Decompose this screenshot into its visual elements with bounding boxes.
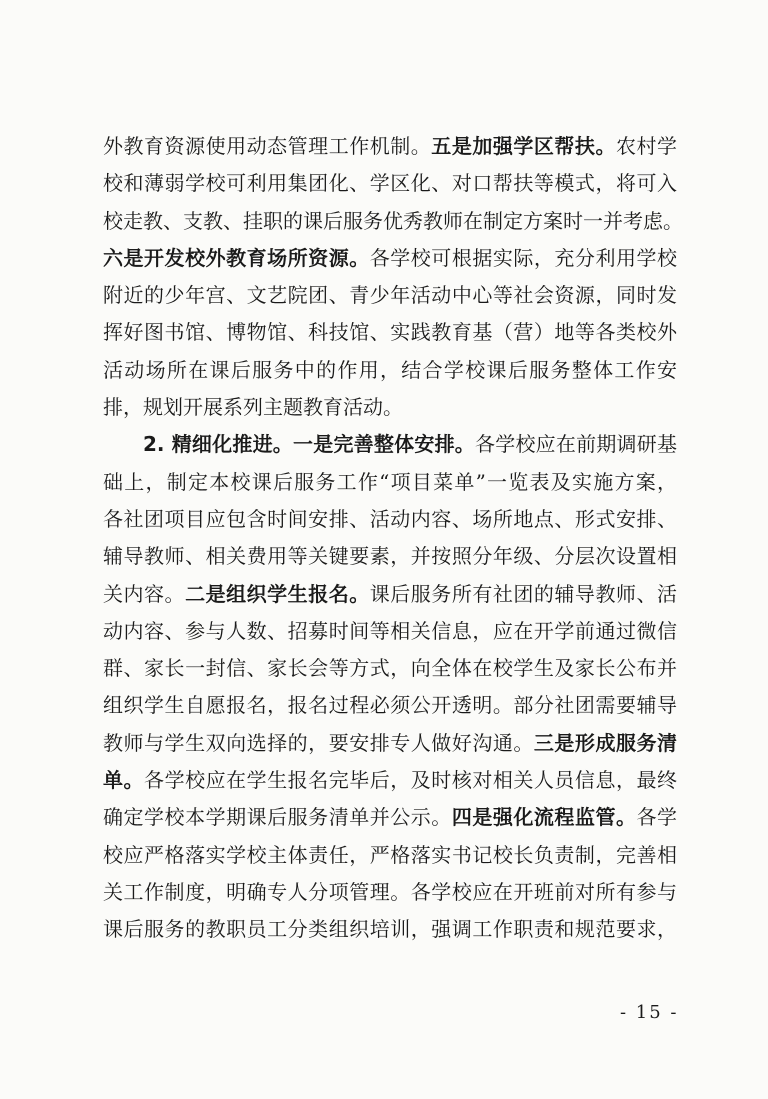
text-line (103, 576, 677, 613)
bold-heading-text: 二是组织学生报名。 (185, 581, 370, 606)
body-text-span: 校应严格落实学校主体责任，严格落实书记校长负责制，完善相 (103, 842, 677, 867)
text-line (103, 464, 677, 501)
body-text-span: 农村学 (615, 134, 678, 158)
bold-heading-text: 三是形成服务清 (533, 730, 678, 755)
body-text-span: 活动场所在课后服务中的作用，结合学校课后服务整体工作安 (103, 357, 677, 382)
text-line (103, 650, 677, 687)
body-text-span: 关内容。 (103, 581, 186, 606)
text-line (103, 426, 677, 463)
text-line (103, 277, 677, 314)
text-line (103, 165, 677, 202)
body-text-span: 校和薄弱学校可利用集团化、学区化、对口帮扶等模式，将可入 (103, 171, 677, 196)
body-text-span: 群、家长一封信、家长会等方式，向全体在校学生及家长公布并 (103, 656, 677, 681)
text-line (103, 128, 677, 165)
bold-heading-text: 五是加强学区帮扶。 (431, 134, 616, 158)
body-text-span: 课后服务所有社团的辅导教师、活 (369, 581, 678, 606)
page-number: - 15 - (620, 1002, 679, 1023)
bold-heading-text: 2. 精细化推进。一是完善整体安排。 (143, 432, 476, 457)
text-line (103, 613, 677, 650)
text-line (103, 874, 677, 911)
body-text-span: 附近的少年宫、文艺院团、青少年活动中心等社会资源，同时发 (103, 283, 677, 308)
text-line (103, 501, 677, 538)
body-text-span: 各学校可根据实际，充分利用学校 (369, 245, 678, 270)
body-text-span: 外教育资源使用动态管理工作机制。 (103, 134, 432, 158)
body-text-span: 确定学校本学期课后服务清单并公示。 (103, 805, 452, 830)
body-text-span: 关工作制度，明确专人分项管理。各学校应在开班前对所有参与 (103, 879, 677, 904)
body-text-span: 组织学生自愿报名，报名过程必须公开透明。部分社团需要辅导 (103, 693, 677, 718)
body-text-span: 各社团项目应包含时间安排、活动内容、场所地点、形式安排、 (103, 506, 677, 531)
body-text-span: 各学 (636, 805, 678, 830)
text-line (103, 538, 677, 575)
body-text-span: 辅导教师、相关费用等关键要素，并按照分年级、分层次设置相 (103, 544, 677, 569)
bold-heading-text: 四是强化流程监管。 (451, 805, 637, 830)
body-text-span: 挥好图书馆、博物馆、科技馆、实践教育基（营）地等各类校外 (103, 320, 677, 345)
bold-heading-text: 六是开发校外教育场所资源。 (103, 245, 370, 270)
text-line (103, 762, 677, 799)
body-text-span: 动内容、参与人数、招募时间等相关信息，应在开学前通过微信 (103, 618, 677, 643)
body-text-span: 教师与学生双向选择的，要安排专人做好沟通。 (103, 730, 534, 755)
text-line (103, 203, 683, 240)
text-line (103, 389, 677, 426)
body-text-span: 课后服务的教职员工分类组织培训，强调工作职责和规范要求， (103, 917, 677, 942)
text-line (103, 837, 677, 874)
text-line (103, 799, 677, 836)
body-text-span: 各学校应在学生报名完毕后，及时核对相关人员信息，最终 (144, 768, 678, 793)
text-line (103, 687, 677, 724)
text-line (103, 911, 677, 948)
bold-heading-text: 单。 (103, 768, 145, 793)
text-line (103, 725, 677, 762)
body-text (103, 128, 683, 949)
text-line (103, 352, 677, 389)
text-line (103, 314, 677, 351)
body-text-span: 校走教、支教、挂职的课后服务优秀教师在制定方案时一并考虑。 (103, 208, 683, 233)
body-text-span: 各学校应在前期调研基 (475, 432, 678, 457)
text-line (103, 240, 677, 277)
body-text-span: 础上，制定本校课后服务工作“项目菜单”一览表及实施方案， (103, 469, 677, 494)
body-text-span: 排，规划开展系列主题教育活动。 (103, 395, 403, 420)
